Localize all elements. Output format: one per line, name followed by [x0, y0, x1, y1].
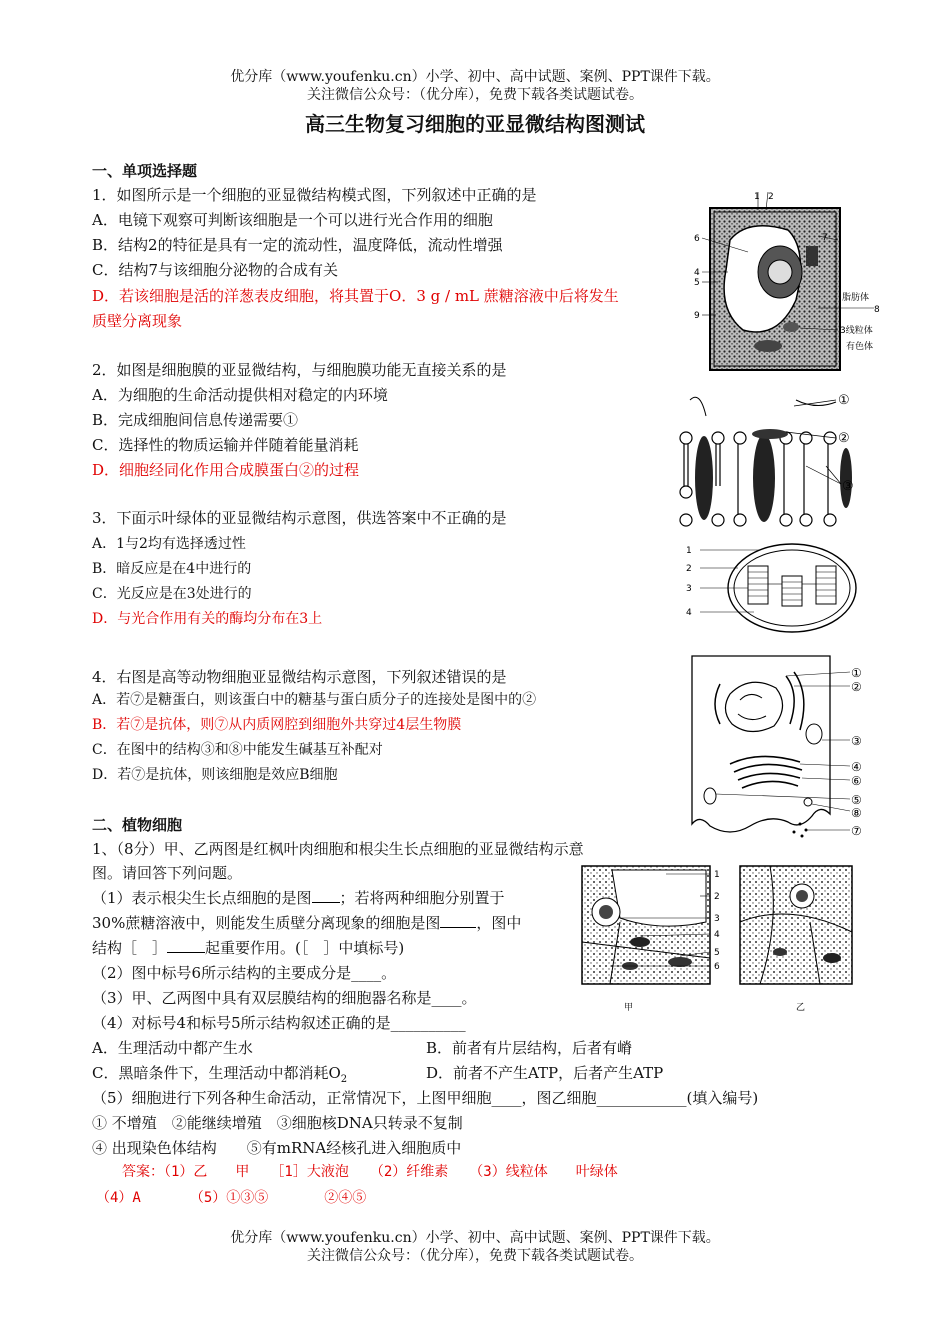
q1-fig-label-mito: 3线粒体 — [840, 326, 873, 336]
s2-part1-text-c: 30%蔗糖溶液中，则能发生质壁分离现象的细胞是图 — [92, 914, 441, 932]
q1-fig-label-4: 4 — [694, 268, 700, 278]
q2-option-b: B．完成细胞间信息传递需要① — [92, 411, 299, 429]
q4-option-a: A．若⑦是糖蛋白，则该蛋白中的糖基与蛋白质分子的连接处是图中的② — [92, 692, 537, 708]
q2-membrane-figure — [676, 386, 866, 534]
s2-fig-label-2: 2 — [714, 892, 720, 902]
q2-option-d: D．细胞经同化作用合成膜蛋白②的过程 — [92, 461, 360, 479]
section-heading-1: 一、单项选择题 — [92, 162, 198, 180]
q3-option-b: B．暗反应是在4中进行的 — [92, 561, 252, 577]
footer-line-1: 优分库（www.youfenku.cn）小学、初中、高中试题、案例、PPT课件下载。 — [230, 1230, 720, 1246]
q2-stem: 2．如图是细胞膜的亚显微结构，与细胞膜功能无直接关系的是 — [92, 361, 507, 379]
footer-line-2: 关注微信公众号：（优分库），免费下载各类试题试卷。 — [307, 1248, 643, 1264]
s2-part3: （3）甲、乙两图中具有双层膜结构的细胞器名称是____。 — [92, 989, 477, 1007]
s2-fig-label-6: 6 — [714, 962, 720, 972]
s2-part1-line2 — [92, 912, 521, 933]
q3-option-c: C．光反应是在3处进行的 — [92, 586, 252, 602]
q1-fig-label-8: 8 — [874, 305, 880, 315]
s2-fig-label-yi: 乙 — [796, 1003, 806, 1013]
s2-part4: （4）对标号4和标号5所示结构叙述正确的是__________ — [92, 1014, 466, 1032]
s2-fig-label-3: 3 — [714, 914, 720, 924]
s2-part1-line3 — [92, 937, 404, 958]
s2-cells-figure — [580, 862, 870, 1022]
q1-fig-label-chromoplast: 有色体 — [846, 342, 874, 352]
s2-part1-text-a: （1）表示根尖生长点细胞的是图 — [92, 889, 312, 907]
s2-part4-option-b: B．前者有片层结构，后者有嵴 — [426, 1039, 633, 1057]
header-line-2: 关注微信公众号：（优分库），免费下载各类试题试卷。 — [307, 87, 643, 103]
q1-stem: 1．如图所示是一个细胞的亚显微结构模式图，下列叙述中正确的是 — [92, 186, 537, 204]
q4-option-c: C．在图中的结构③和⑧中能发生碱基互补配对 — [92, 742, 383, 758]
s2-part1-text-d: ，图中 — [476, 914, 522, 932]
q1-fig-label-fat: 脂肪体 — [842, 293, 870, 303]
s2-part5-options-1: ① 不增殖 ②能继续增殖 ③细胞核DNA只转录不复制 — [92, 1114, 463, 1132]
q2-fig-label-1: ① — [838, 393, 850, 408]
q1-option-d: D．若该细胞是活的洋葱表皮细胞，将其置于O．3 g / mL 蔗糖溶液中后将发生 — [92, 287, 619, 305]
q2-fig-label-2: ② — [838, 431, 850, 446]
answer-line-1: 答案：（1）乙 甲 ［1］大液泡 （2）纤维素 （3）线粒体 叶绿体 — [122, 1164, 618, 1180]
q1-fig-label-9: 9 — [694, 311, 700, 321]
q1-cell-figure — [688, 190, 884, 378]
q4-option-d: D．若⑦是抗体，则该细胞是效应B细胞 — [92, 767, 338, 783]
q4-fig-label-3: ③ — [851, 734, 862, 748]
s2-part1-text-b: ；若将两种细胞分别置于 — [339, 889, 505, 907]
s2-fig-label-jia: 甲 — [624, 1003, 634, 1013]
q1-option-c: C．结构7与该细胞分泌物的合成有关 — [92, 261, 339, 279]
q2-option-a: A．为细胞的生命活动提供相对稳定的内环境 — [92, 386, 388, 404]
q1-option-d-cont: 质壁分离现象 — [92, 312, 183, 330]
q1-option-b: B．结构2的特征是具有一定的流动性，温度降低，流动性增强 — [92, 236, 503, 254]
q4-fig-label-2: ② — [851, 680, 862, 694]
q1-fig-label-7: 7 — [822, 233, 828, 243]
s2-part5: （5）细胞进行下列各种生命活动，正常情况下，上图甲细胞____，图乙细胞____________(填入编号) — [92, 1089, 759, 1107]
s2-fig-label-5: 5 — [714, 948, 720, 958]
s2-part4-option-a: A．生理活动中都产生水 — [92, 1039, 253, 1057]
answer-line-2: （4）A （5）①③⑤ ②④⑤ — [96, 1190, 367, 1206]
q1-option-a: A．电镜下观察可判断该细胞是一个可以进行光合作用的细胞 — [92, 211, 493, 229]
header-line-1: 优分库（www.youfenku.cn）小学、初中、高中试题、案例、PPT课件下载。 — [230, 69, 720, 85]
q3-fig-label-4: 4 — [686, 608, 692, 618]
s2-part1-text-f: 起重要作用。(［ ］中填标号) — [205, 939, 405, 957]
s2-intro-line-1: 1、（8分）甲、乙两图是红枫叶肉细胞和根尖生长点细胞的亚显微结构示意 — [92, 840, 584, 858]
q1-fig-label-1: 1 — [754, 192, 760, 202]
q3-option-d: D．与光合作用有关的酶均分布在3上 — [92, 611, 323, 627]
q3-stem: 3．下面示叶绿体的亚显微结构示意图，供选答案中不正确的是 — [92, 509, 507, 527]
s2-part4-option-d: D．前者不产生ATP，后者产生ATP — [426, 1064, 664, 1082]
s2-intro-line-2: 图。请回答下列问题。 — [92, 864, 243, 882]
q4-fig-label-5: ⑤ — [851, 793, 862, 807]
q3-fig-label-3: 3 — [686, 584, 692, 594]
s2-fig-label-1: 1 — [714, 870, 720, 880]
s2-part1-line1 — [92, 887, 505, 908]
q2-fig-label-3: ③ — [842, 479, 854, 494]
section-heading-2: 二、植物细胞 — [92, 816, 183, 834]
q4-fig-label-1: ① — [851, 666, 862, 680]
q4-animal-cell-figure — [690, 654, 870, 844]
q4-fig-label-4: ④ — [851, 760, 862, 774]
q4-fig-label-8: ⑧ — [851, 806, 862, 820]
q3-fig-label-1: 1 — [686, 546, 692, 556]
q4-fig-label-6: ⑥ — [851, 774, 862, 788]
q4-fig-label-7: ⑦ — [851, 824, 862, 838]
q1-fig-label-2: 2 — [768, 192, 774, 202]
s2-part5-options-2: ④ 出现染色体结构 ⑤有mRNA经核孔进入细胞质中 — [92, 1139, 462, 1157]
q3-option-a: A．1与2均有选择透过性 — [92, 536, 246, 552]
q1-fig-label-6: 6 — [694, 234, 700, 244]
s2-fig-label-4: 4 — [714, 930, 720, 940]
s2-part2: （2）图中标号6所示结构的主要成分是____。 — [92, 964, 397, 982]
q3-fig-label-2: 2 — [686, 564, 692, 574]
q2-option-c: C．选择性的物质运输并伴随着能量消耗 — [92, 436, 359, 454]
q1-fig-label-5: 5 — [694, 278, 700, 288]
q4-stem: 4．右图是高等动物细胞亚显微结构示意图，下列叙述错误的是 — [92, 668, 507, 686]
page-title: 高三生物复习细胞的亚显微结构图测试 — [305, 112, 645, 136]
s2-part4-option-c: C．黑暗条件下，生理活动中都消耗$O_2$ — [92, 1064, 348, 1085]
s2-part1-text-e: 结构［ ］ — [92, 939, 168, 957]
q4-option-b: B．若⑦是抗体，则⑦从内质网腔到细胞外共穿过4层生物膜 — [92, 717, 462, 733]
q3-chloroplast-figure — [684, 540, 860, 636]
